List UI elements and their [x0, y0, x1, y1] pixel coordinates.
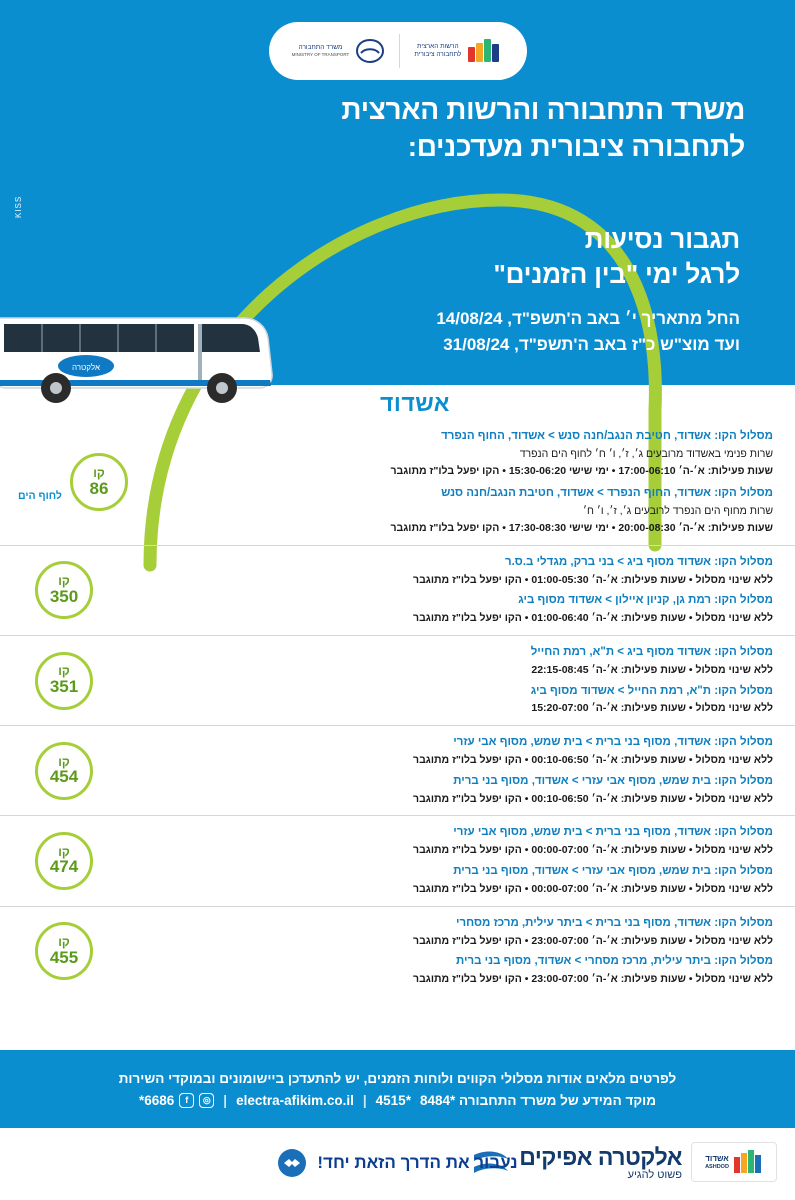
footer-contacts	[139, 1093, 656, 1108]
route-title: מסלול הקו: אשדוד, מסוף בני ברית > בית שמש, מסוף אבי עזרי	[453, 826, 773, 839]
route-title: מסלול הקו: בית שמש, מסוף אבי עזרי > אשדוד, מסוף בני ברית	[453, 774, 773, 787]
route-hours: שעות פעילות: א׳-ה׳ 17:00-06:10 • ימי שישי 15:30-06:20 • הקו יפעל בלו"ז מתוגבר	[390, 464, 773, 477]
route-title: מסלול הקו: אשדוד מסוף ביג > בני ברק, מגדלי ב.ס.ר	[504, 555, 773, 568]
social-links[interactable]	[139, 1093, 214, 1108]
badge-kav-label: קו	[58, 664, 70, 679]
route-title: מסלול הקו: אשדוד, מסוף בני ברית > בית שמש, מסוף אבי עזרי	[453, 736, 773, 749]
badge-line-number: 454	[49, 767, 79, 787]
together-slogan	[233, 1148, 563, 1178]
badge-kav-label: קו	[58, 935, 70, 950]
route-title: מסלול הקו: אשדוד מסוף ביג > ת"א, רמת החייל	[530, 646, 773, 659]
badge-line-number: 86	[89, 478, 109, 498]
line-info	[128, 644, 773, 717]
route-hours: ללא שינוי מסלול • שעות פעילות: א׳-ה׳ 00:10-06:50 • הקו יפעל בלו"ז מתוגבר	[413, 792, 773, 805]
page-title-line2: לתחבורה ציבורית מעדכנים:	[407, 130, 745, 162]
route-title: מסלול הקו: ת"א, רמת החייל > אשדוד מסוף ביג	[530, 684, 773, 697]
route-hours: ללא שינוי מסלול • שעות פעילות: א׳-ה׳ 23:00-07:00 • הקו יפעל בלו"ז מתוגבר	[413, 934, 773, 947]
line-badge-col	[0, 453, 128, 511]
route-desc: שרות פנימי באשדוד מרובעים ג׳, ז׳, ו׳ ח׳ לחוף הים הנפרד	[519, 447, 773, 460]
route-desc: שרות מחוף הים הנפרד לרובעים ג׳, ז׳, ו׳ ח׳	[582, 505, 773, 518]
route-hours: ללא שינוי מסלול • שעות פעילות: א׳-ה׳ 00:00-07:00 • הקו יפעל בלו"ז מתוגבר	[413, 844, 773, 857]
social-phone: 6686*	[138, 1092, 175, 1108]
date-from: החל מתאריך י׳ באב ה'תשפ"ד, 14/08/24	[436, 309, 740, 329]
transport-logo-text: משרד התחבורה MINISTRY OF TRANSPORT	[291, 44, 350, 58]
logo-divider	[399, 34, 400, 68]
table-row	[0, 816, 795, 906]
badge-kav-label: קו	[58, 754, 70, 769]
lines-table	[0, 420, 795, 996]
route-hours: ללא שינוי מסלול • שעות פעילות: א׳-ה׳ 00:10-06:50 • הקו יפעל בלו"ז מתוגבר	[413, 754, 773, 767]
line-badge-col	[0, 922, 128, 980]
line-badge-col	[0, 561, 128, 619]
route-hours: ללא שינוי מסלול • שעות פעילות: א׳-ה׳ 00:00-07:00 • הקו יפעל בלו"ז מתוגבר	[413, 882, 773, 895]
table-row	[0, 726, 795, 816]
handshake-icon	[277, 1148, 307, 1178]
table-row	[0, 546, 795, 636]
ministry-of-transport-logo	[292, 38, 386, 64]
bottom-brand-bar	[0, 1128, 795, 1200]
brand-slogan: פשוט להגיע	[627, 1168, 682, 1181]
line-info	[128, 734, 773, 807]
badge-line-number: 455	[49, 947, 79, 967]
city-heading: אשדוד	[380, 390, 450, 416]
facebook-icon[interactable]: f	[179, 1093, 194, 1108]
footer-sep-2: |	[362, 1092, 367, 1108]
footer-info-band	[0, 1050, 795, 1128]
footer-note: לפרטים מלאים אודות מסלולי הקווים ולוחות הזמנים, יש להתעדכן ביישומונים ובמוקדי השירות	[118, 1070, 677, 1086]
route-hours: ללא שינוי מסלול • שעות פעילות: א׳-ה׳ 22:15-08:45	[531, 663, 773, 676]
badge-line-number: 351	[49, 677, 79, 697]
line-info	[128, 824, 773, 897]
route-hours: שעות פעילות: א׳-ה׳ 20:00-08:30 • ימי שישי 17:30-08:30 • הקו יפעל בלו"ז מתוגבר	[390, 522, 773, 535]
national-authority-logo	[414, 38, 503, 64]
line-badge[interactable]	[70, 453, 128, 511]
line-badge[interactable]	[35, 832, 93, 890]
route-hours: ללא שינוי מסלול • שעות פעילות: א׳-ה׳ 01:00-05:30 • הקו יפעל בלו"ז מתוגבר	[413, 573, 773, 586]
instagram-icon[interactable]: ◎	[199, 1093, 214, 1108]
line-badge-col	[0, 652, 128, 710]
line-badge-col	[0, 832, 128, 890]
together-text: נעבור את הדרך הזאת יחד!	[317, 1153, 518, 1172]
kiss-watermark: KISS	[14, 195, 23, 218]
line-info	[128, 554, 773, 627]
table-row	[0, 420, 795, 546]
campaign-title: תגבור נסיעות לרגל ימי "בין הזמנים"	[493, 224, 740, 290]
route-title: מסלול הקו: אשדוד, חטיבת הנגב/חנה סנש > אשדוד, החוף הנפרד	[441, 430, 773, 442]
brand-name: אלקטרה אפיקים	[519, 1143, 682, 1170]
badge-line-number: 350	[49, 586, 79, 606]
company-phone[interactable]: *4515	[375, 1092, 411, 1108]
badge-kav-label: קו	[93, 466, 105, 481]
line-info	[128, 428, 773, 537]
date-to: ועד מוצ"ש כ"ז באב ה'תשפ"ד, 31/08/24	[443, 334, 740, 354]
badge-kav-label: קו	[58, 844, 70, 859]
route-title: מסלול הקו: רמת גן, קניון איילון > אשדוד מסוף ביג	[518, 594, 773, 607]
footer-sep-1: |	[223, 1092, 228, 1108]
table-row	[0, 636, 795, 726]
route-hours: ללא שינוי מסלול • שעות פעילות: א׳-ה׳ 23:00-07:00 • הקו יפעל בלו"ז מתוגבר	[413, 973, 773, 986]
page-title-line1: משרד התחבורה והרשות הארצית	[341, 94, 745, 125]
svg-text:אלקטרה: אלקטרה	[71, 363, 101, 372]
route-hours: ללא שינוי מסלול • שעות פעילות: א׳-ה׳ 01:00-06:40 • הקו יפעל בלו"ז מתוגבר	[413, 612, 773, 625]
route-title: מסלול הקו: אשדוד, החוף הנפרד > אשדוד, חטיבת הנגב/חנה סנש	[441, 487, 773, 500]
route-title: מסלול הקו: בית שמש, מסוף אבי עזרי > אשדוד, מסוף בני ברית	[453, 865, 773, 878]
authority-logo-text: הרשות הארצית לתחבורה ציבורית	[414, 42, 462, 58]
route-title: מסלול הקו: אשדוד, מסוף בני ברית > ביתר עילית, מרכז מסחרי	[455, 916, 773, 929]
line-badge-note: לחוף הים	[18, 490, 62, 502]
route-hours: ללא שינוי מסלול • שעות פעילות: א׳-ה׳ 15:20-07:00	[531, 702, 773, 715]
ministry-logo-card	[269, 22, 527, 80]
line-info	[128, 915, 773, 988]
page-title	[145, 92, 745, 166]
ashdod-mark-icon	[733, 1149, 763, 1175]
line-badge[interactable]	[35, 652, 93, 710]
authority-mark-icon	[467, 38, 503, 64]
line-badge-col	[0, 742, 128, 800]
badge-line-number: 474	[49, 857, 79, 877]
route-title: מסלול הקו: ביתר עילית, מרכז מסחרי > אשדוד, מסוף בני ברית	[455, 955, 773, 968]
table-row	[0, 907, 795, 996]
ashdod-municipality-badge	[691, 1142, 777, 1182]
transport-mark-icon	[355, 38, 385, 64]
ashdod-badge-text: אשדוד ASHDOD	[705, 1153, 729, 1170]
website-link[interactable]: electra-afikim.co.il	[236, 1092, 354, 1108]
line-badge[interactable]	[35, 922, 93, 980]
line-badge[interactable]	[35, 561, 93, 619]
badge-kav-label: קו	[58, 574, 70, 589]
line-badge[interactable]	[35, 742, 93, 800]
info-center-text: מוקד המידע של משרד התחבורה *8484	[419, 1092, 657, 1108]
